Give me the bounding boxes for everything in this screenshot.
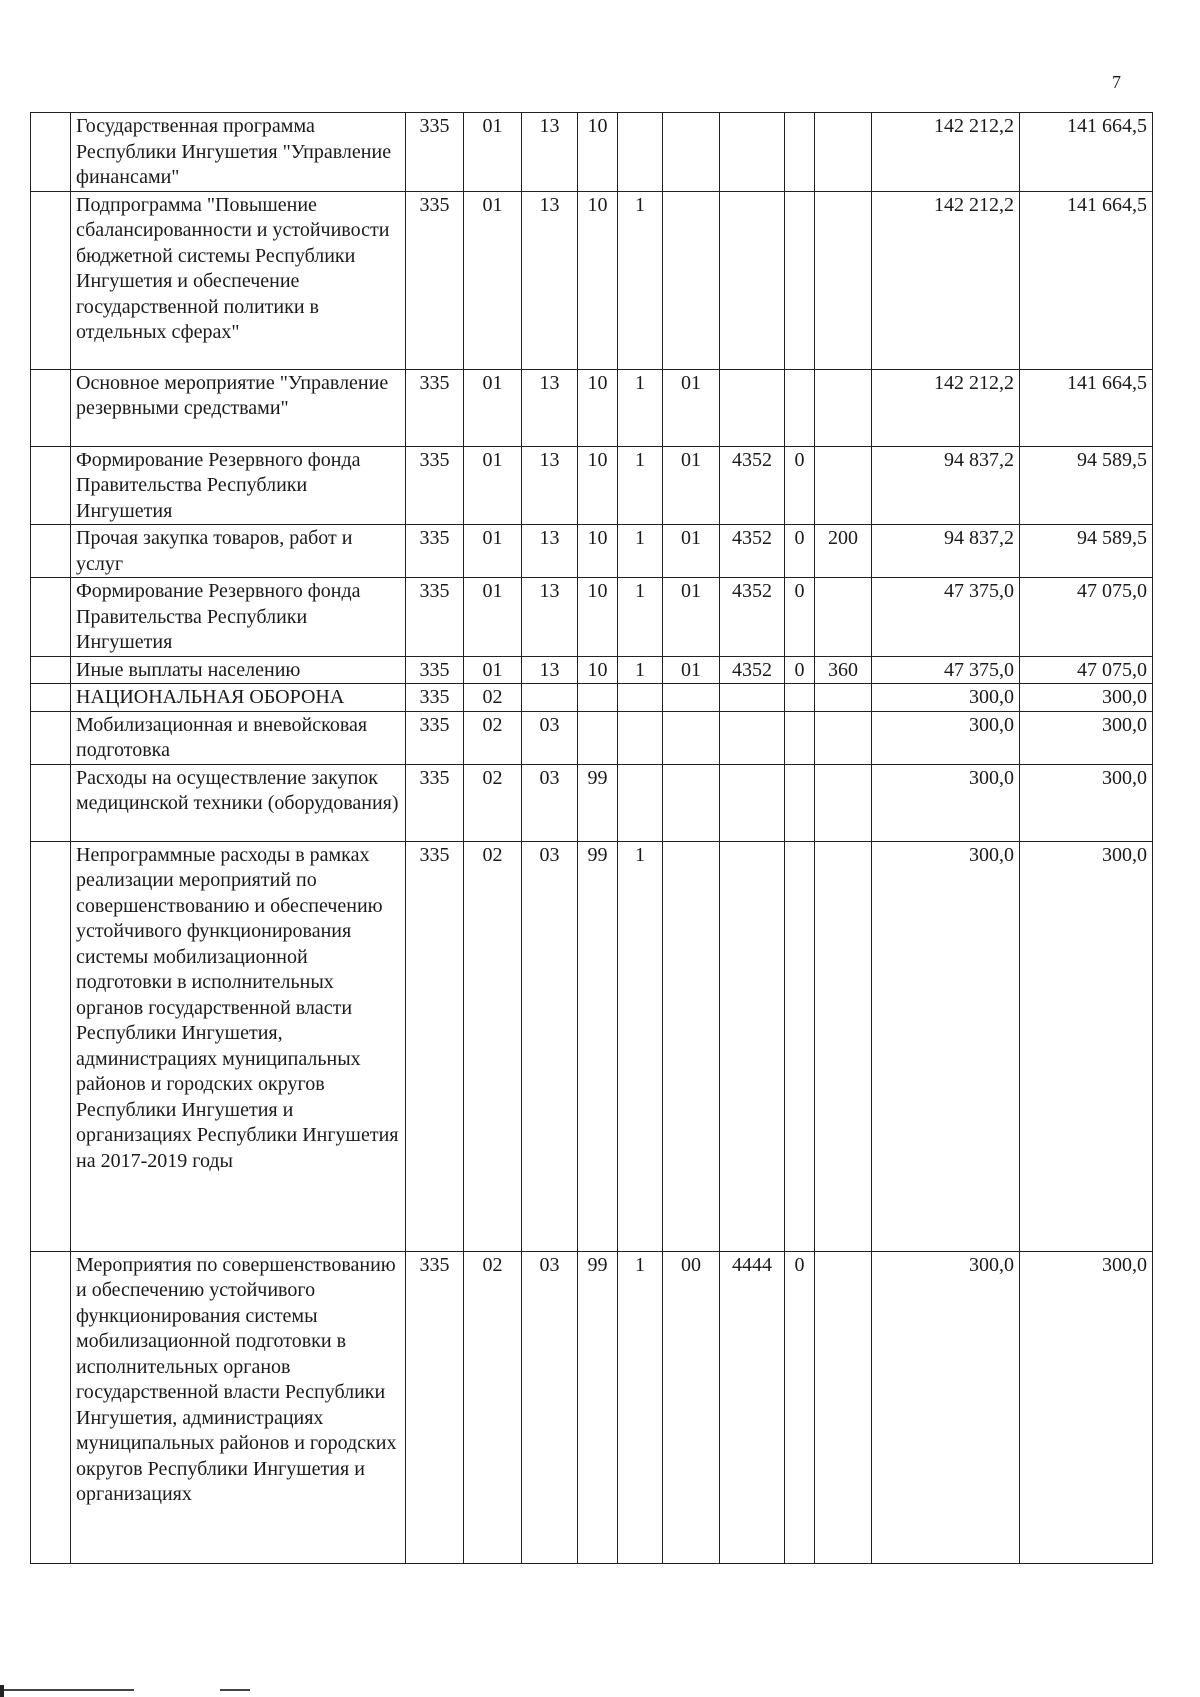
table-row bbox=[31, 656, 1153, 684]
item-name-cell: Непрограммные расходы в рамках реализации мероприятий по совершенствованию и обеспечению устойчивого функционирования системы мобилизационной подготовки в исполнительных органов государственной власти Республики Ингушетия, администрациях муниципальных районов и городских округов Республики Ингушетия и организациях Республики Ингушетия на 2017-2019 годы bbox=[71, 841, 406, 1251]
item-name-cell: Прочая закупка товаров, работ и услуг bbox=[71, 525, 406, 578]
expense-type-code-cell bbox=[815, 113, 872, 192]
expense-type-code-cell bbox=[815, 684, 872, 712]
event-code-cell bbox=[663, 711, 720, 764]
sum-year1-cell: 300,0 bbox=[872, 1251, 1020, 1563]
program-code-cell: 99 bbox=[578, 1251, 618, 1563]
section-code-cell: 01 bbox=[464, 191, 522, 369]
page-number: 7 bbox=[1112, 72, 1121, 92]
program-code-cell: 10 bbox=[578, 578, 618, 657]
ministry-code-cell: 335 bbox=[406, 525, 464, 578]
section-code-cell: 01 bbox=[464, 446, 522, 525]
sum-year2-cell: 141 664,5 bbox=[1020, 369, 1153, 446]
section-code-cell: 02 bbox=[464, 764, 522, 841]
subprogram-code-cell bbox=[618, 113, 663, 192]
event-code-cell bbox=[663, 764, 720, 841]
event-code-cell: 00 bbox=[663, 1251, 720, 1563]
sum-year2-cell: 141 664,5 bbox=[1020, 113, 1153, 192]
section-code-cell: 02 bbox=[464, 684, 522, 712]
subprogram-code-cell bbox=[618, 684, 663, 712]
scan-artifact-line bbox=[4, 1689, 134, 1691]
item-name-cell: Расходы на осуществление закупок медицинской техники (оборудования) bbox=[71, 764, 406, 841]
row-number-cell bbox=[31, 684, 71, 712]
sum-year1-cell: 300,0 bbox=[872, 841, 1020, 1251]
expense-type-code-cell bbox=[815, 711, 872, 764]
sum-year1-cell: 94 837,2 bbox=[872, 525, 1020, 578]
event-code-cell bbox=[663, 841, 720, 1251]
expense-type-code-cell bbox=[815, 578, 872, 657]
ministry-code-cell: 335 bbox=[406, 656, 464, 684]
expense-type-code-cell: 360 bbox=[815, 656, 872, 684]
row-number-cell bbox=[31, 764, 71, 841]
extra-code-cell bbox=[785, 684, 815, 712]
event-code-cell bbox=[663, 191, 720, 369]
direction-code-cell bbox=[720, 113, 785, 192]
direction-code-cell: 4444 bbox=[720, 1251, 785, 1563]
item-name-cell: Иные выплаты населению bbox=[71, 656, 406, 684]
sum-year2-cell: 141 664,5 bbox=[1020, 191, 1153, 369]
direction-code-cell: 4352 bbox=[720, 656, 785, 684]
sum-year1-cell: 47 375,0 bbox=[872, 578, 1020, 657]
event-code-cell: 01 bbox=[663, 656, 720, 684]
direction-code-cell bbox=[720, 684, 785, 712]
row-number-cell bbox=[31, 525, 71, 578]
expense-type-code-cell bbox=[815, 369, 872, 446]
table-row bbox=[31, 525, 1153, 578]
direction-code-cell: 4352 bbox=[720, 446, 785, 525]
expense-type-code-cell bbox=[815, 446, 872, 525]
sum-year1-cell: 300,0 bbox=[872, 684, 1020, 712]
table-row bbox=[31, 711, 1153, 764]
table-row bbox=[31, 369, 1153, 446]
table-row bbox=[31, 578, 1153, 657]
sum-year2-cell: 47 075,0 bbox=[1020, 656, 1153, 684]
sum-year2-cell: 47 075,0 bbox=[1020, 578, 1153, 657]
sum-year1-cell: 300,0 bbox=[872, 711, 1020, 764]
section-code-cell: 02 bbox=[464, 711, 522, 764]
row-number-cell bbox=[31, 841, 71, 1251]
budget-table bbox=[30, 112, 1153, 1564]
event-code-cell: 01 bbox=[663, 525, 720, 578]
direction-code-cell bbox=[720, 764, 785, 841]
direction-code-cell bbox=[720, 369, 785, 446]
program-code-cell: 99 bbox=[578, 764, 618, 841]
subsection-code-cell: 13 bbox=[522, 656, 578, 684]
direction-code-cell: 4352 bbox=[720, 578, 785, 657]
subsection-code-cell: 03 bbox=[522, 841, 578, 1251]
subsection-code-cell: 13 bbox=[522, 191, 578, 369]
subsection-code-cell: 13 bbox=[522, 525, 578, 578]
row-number-cell bbox=[31, 446, 71, 525]
program-code-cell: 10 bbox=[578, 369, 618, 446]
ministry-code-cell: 335 bbox=[406, 684, 464, 712]
subsection-code-cell: 03 bbox=[522, 764, 578, 841]
row-number-cell bbox=[31, 578, 71, 657]
item-name-cell: Основное мероприятие "Управление резервными средствами" bbox=[71, 369, 406, 446]
sum-year2-cell: 94 589,5 bbox=[1020, 525, 1153, 578]
table-row bbox=[31, 446, 1153, 525]
subprogram-code-cell: 1 bbox=[618, 1251, 663, 1563]
scan-artifact-line bbox=[220, 1689, 250, 1691]
scan-artifact-edge bbox=[0, 1685, 4, 1697]
table-row bbox=[31, 841, 1153, 1251]
ministry-code-cell: 335 bbox=[406, 446, 464, 525]
extra-code-cell: 0 bbox=[785, 1251, 815, 1563]
extra-code-cell: 0 bbox=[785, 525, 815, 578]
subsection-code-cell bbox=[522, 684, 578, 712]
extra-code-cell: 0 bbox=[785, 446, 815, 525]
sum-year2-cell: 300,0 bbox=[1020, 841, 1153, 1251]
section-code-cell: 02 bbox=[464, 1251, 522, 1563]
subprogram-code-cell: 1 bbox=[618, 525, 663, 578]
section-code-cell: 02 bbox=[464, 841, 522, 1251]
table-row bbox=[31, 113, 1153, 192]
subprogram-code-cell: 1 bbox=[618, 578, 663, 657]
sum-year2-cell: 300,0 bbox=[1020, 711, 1153, 764]
event-code-cell: 01 bbox=[663, 446, 720, 525]
event-code-cell: 01 bbox=[663, 578, 720, 657]
ministry-code-cell: 335 bbox=[406, 369, 464, 446]
direction-code-cell bbox=[720, 841, 785, 1251]
expense-type-code-cell bbox=[815, 191, 872, 369]
program-code-cell: 10 bbox=[578, 525, 618, 578]
sum-year2-cell: 300,0 bbox=[1020, 1251, 1153, 1563]
subprogram-code-cell: 1 bbox=[618, 191, 663, 369]
sum-year1-cell: 142 212,2 bbox=[872, 113, 1020, 192]
program-code-cell: 10 bbox=[578, 656, 618, 684]
direction-code-cell bbox=[720, 711, 785, 764]
item-name-cell: НАЦИОНАЛЬНАЯ ОБОРОНА bbox=[71, 684, 406, 712]
ministry-code-cell: 335 bbox=[406, 578, 464, 657]
item-name-cell: Государственная программа Республики Ингушетия "Управление финансами" bbox=[71, 113, 406, 192]
extra-code-cell bbox=[785, 369, 815, 446]
row-number-cell bbox=[31, 191, 71, 369]
ministry-code-cell: 335 bbox=[406, 191, 464, 369]
subsection-code-cell: 13 bbox=[522, 578, 578, 657]
sum-year2-cell: 300,0 bbox=[1020, 764, 1153, 841]
sum-year1-cell: 94 837,2 bbox=[872, 446, 1020, 525]
subsection-code-cell: 03 bbox=[522, 1251, 578, 1563]
sum-year1-cell: 142 212,2 bbox=[872, 369, 1020, 446]
subprogram-code-cell: 1 bbox=[618, 369, 663, 446]
table-row bbox=[31, 1251, 1153, 1563]
subprogram-code-cell: 1 bbox=[618, 446, 663, 525]
item-name-cell: Формирование Резервного фонда Правительства Республики Ингушетия bbox=[71, 578, 406, 657]
row-number-cell bbox=[31, 113, 71, 192]
ministry-code-cell: 335 bbox=[406, 113, 464, 192]
sum-year1-cell: 47 375,0 bbox=[872, 656, 1020, 684]
ministry-code-cell: 335 bbox=[406, 1251, 464, 1563]
subprogram-code-cell bbox=[618, 764, 663, 841]
subsection-code-cell: 13 bbox=[522, 369, 578, 446]
expense-type-code-cell bbox=[815, 841, 872, 1251]
item-name-cell: Подпрограмма "Повышение сбалансированности и устойчивости бюджетной системы Республики Ингушетия и обеспечение государственной политики в отдельных сферах" bbox=[71, 191, 406, 369]
table-row bbox=[31, 191, 1153, 369]
event-code-cell: 01 bbox=[663, 369, 720, 446]
extra-code-cell bbox=[785, 191, 815, 369]
subprogram-code-cell bbox=[618, 711, 663, 764]
direction-code-cell: 4352 bbox=[720, 525, 785, 578]
subprogram-code-cell: 1 bbox=[618, 656, 663, 684]
section-code-cell: 01 bbox=[464, 656, 522, 684]
program-code-cell: 10 bbox=[578, 113, 618, 192]
subsection-code-cell: 13 bbox=[522, 113, 578, 192]
expense-type-code-cell bbox=[815, 764, 872, 841]
row-number-cell bbox=[31, 711, 71, 764]
table-row bbox=[31, 764, 1153, 841]
ministry-code-cell: 335 bbox=[406, 841, 464, 1251]
expense-type-code-cell bbox=[815, 1251, 872, 1563]
section-code-cell: 01 bbox=[464, 578, 522, 657]
program-code-cell bbox=[578, 711, 618, 764]
sum-year1-cell: 300,0 bbox=[872, 764, 1020, 841]
program-code-cell: 10 bbox=[578, 191, 618, 369]
item-name-cell: Формирование Резервного фонда Правительства Республики Ингушетия bbox=[71, 446, 406, 525]
extra-code-cell: 0 bbox=[785, 578, 815, 657]
sum-year2-cell: 300,0 bbox=[1020, 684, 1153, 712]
ministry-code-cell: 335 bbox=[406, 711, 464, 764]
item-name-cell: Мобилизационная и вневойсковая подготовка bbox=[71, 711, 406, 764]
sum-year1-cell: 142 212,2 bbox=[872, 191, 1020, 369]
expense-type-code-cell: 200 bbox=[815, 525, 872, 578]
subsection-code-cell: 13 bbox=[522, 446, 578, 525]
section-code-cell: 01 bbox=[464, 113, 522, 192]
event-code-cell bbox=[663, 684, 720, 712]
event-code-cell bbox=[663, 113, 720, 192]
extra-code-cell bbox=[785, 764, 815, 841]
row-number-cell bbox=[31, 369, 71, 446]
sum-year2-cell: 94 589,5 bbox=[1020, 446, 1153, 525]
row-number-cell bbox=[31, 1251, 71, 1563]
direction-code-cell bbox=[720, 191, 785, 369]
extra-code-cell bbox=[785, 711, 815, 764]
program-code-cell bbox=[578, 684, 618, 712]
ministry-code-cell: 335 bbox=[406, 764, 464, 841]
subsection-code-cell: 03 bbox=[522, 711, 578, 764]
section-code-cell: 01 bbox=[464, 369, 522, 446]
item-name-cell: Мероприятия по совершенствованию и обеспечению устойчивого функционирования системы мобилизационной подготовки в исполнительных органов государственной власти Республики Ингушетия, администрациях муниципальных районов и городских округов Республики Ингушетия и организациях bbox=[71, 1251, 406, 1563]
extra-code-cell bbox=[785, 113, 815, 192]
extra-code-cell bbox=[785, 841, 815, 1251]
subprogram-code-cell: 1 bbox=[618, 841, 663, 1251]
row-number-cell bbox=[31, 656, 71, 684]
program-code-cell: 10 bbox=[578, 446, 618, 525]
section-code-cell: 01 bbox=[464, 525, 522, 578]
program-code-cell: 99 bbox=[578, 841, 618, 1251]
extra-code-cell: 0 bbox=[785, 656, 815, 684]
table-body bbox=[31, 113, 1153, 1564]
table-row bbox=[31, 684, 1153, 712]
